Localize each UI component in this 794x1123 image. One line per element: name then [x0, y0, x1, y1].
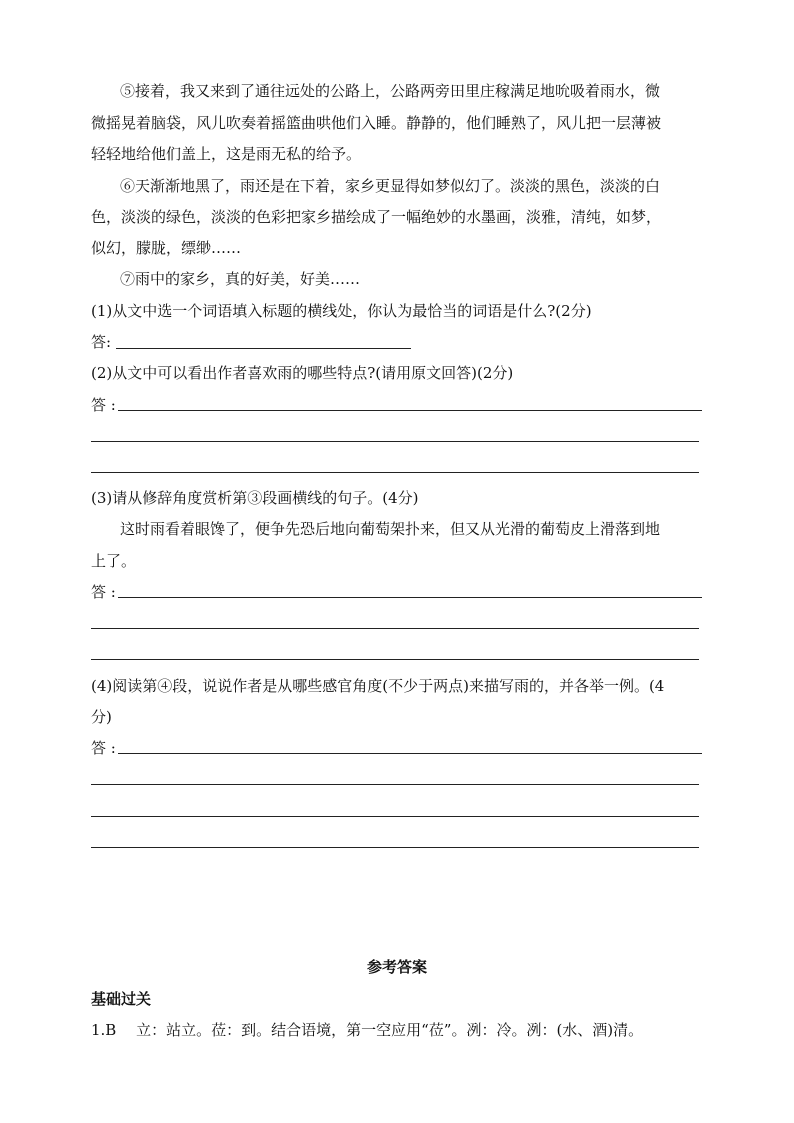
- paragraph-6-line-1: ⑥天渐渐地黑了，雨还是在下着，家乡更显得如梦似幻了。淡淡的黑色，淡淡的白: [120, 177, 661, 195]
- answer-line[interactable]: [91, 816, 699, 817]
- answer-line[interactable]: [118, 753, 702, 754]
- answer-line[interactable]: [118, 410, 702, 411]
- paragraph-5-line-2: 微摇晃着脑袋，风儿吹奏着摇篮曲哄他们入睡。静静的，他们睡熟了，风儿把一层薄被: [91, 114, 662, 132]
- answer-line[interactable]: [91, 472, 699, 473]
- section-heading: 基础过关: [91, 990, 152, 1008]
- question-3: (3)请从修辞角度赏析第③段画横线的句子。(4分): [91, 489, 419, 507]
- paragraph-6-line-3: 似幻，朦胧，缥缈……: [91, 239, 242, 257]
- question-4-line-2: 分): [91, 708, 112, 726]
- question-3-answer-label: 答 :: [91, 583, 116, 601]
- paragraph-5-line-3: 轻轻地给他们盖上，这是雨无私的给予。: [91, 145, 362, 163]
- answer-line[interactable]: [91, 784, 699, 785]
- paragraph-7: ⑦雨中的家乡，真的好美，好美……: [120, 270, 361, 288]
- paragraph-5-line-1: ⑤接着，我又来到了通往远处的公路上，公路两旁田里庄稼满足地吮吸着雨水，微: [120, 82, 661, 100]
- question-4-answer-label: 答 :: [91, 739, 116, 757]
- question-2: (2)从文中可以看出作者喜欢雨的哪些特点?(请用原文回答)(2分): [91, 364, 514, 382]
- answer-line[interactable]: [91, 659, 699, 660]
- answer-line[interactable]: [116, 348, 411, 349]
- question-3-quote-line-2: 上了。: [91, 552, 137, 570]
- question-2-answer-label: 答 :: [91, 396, 116, 414]
- question-1: (1)从文中选一个词语填入标题的横线处，你认为最恰当的词语是什么?(2分): [91, 302, 592, 320]
- question-1-answer-label: 答:: [91, 333, 112, 351]
- answer-item-1: 1.B 立：站立。莅：到。结合语境，第一空应用“莅”。冽：冷。冽：(水、酒)清。: [91, 1021, 644, 1039]
- paragraph-6-line-2: 色，淡淡的绿色，淡淡的色彩把家乡描绘成了一幅绝妙的水墨画，淡雅，清纯，如梦，: [91, 208, 662, 226]
- question-3-quote-line-1: 这时雨看着眼馋了，便争先恐后地向葡萄架扑来，但又从光滑的葡萄皮上滑落到地: [120, 520, 661, 538]
- answer-line[interactable]: [91, 628, 699, 629]
- answer-line[interactable]: [91, 847, 699, 848]
- answer-line[interactable]: [91, 441, 699, 442]
- answer-line[interactable]: [118, 597, 702, 598]
- question-4-line-1: (4)阅读第④段，说说作者是从哪些感官角度(不少于两点)来描写雨的，并各举一例。(4: [91, 677, 665, 695]
- answers-title: 参考答案: [366, 958, 427, 976]
